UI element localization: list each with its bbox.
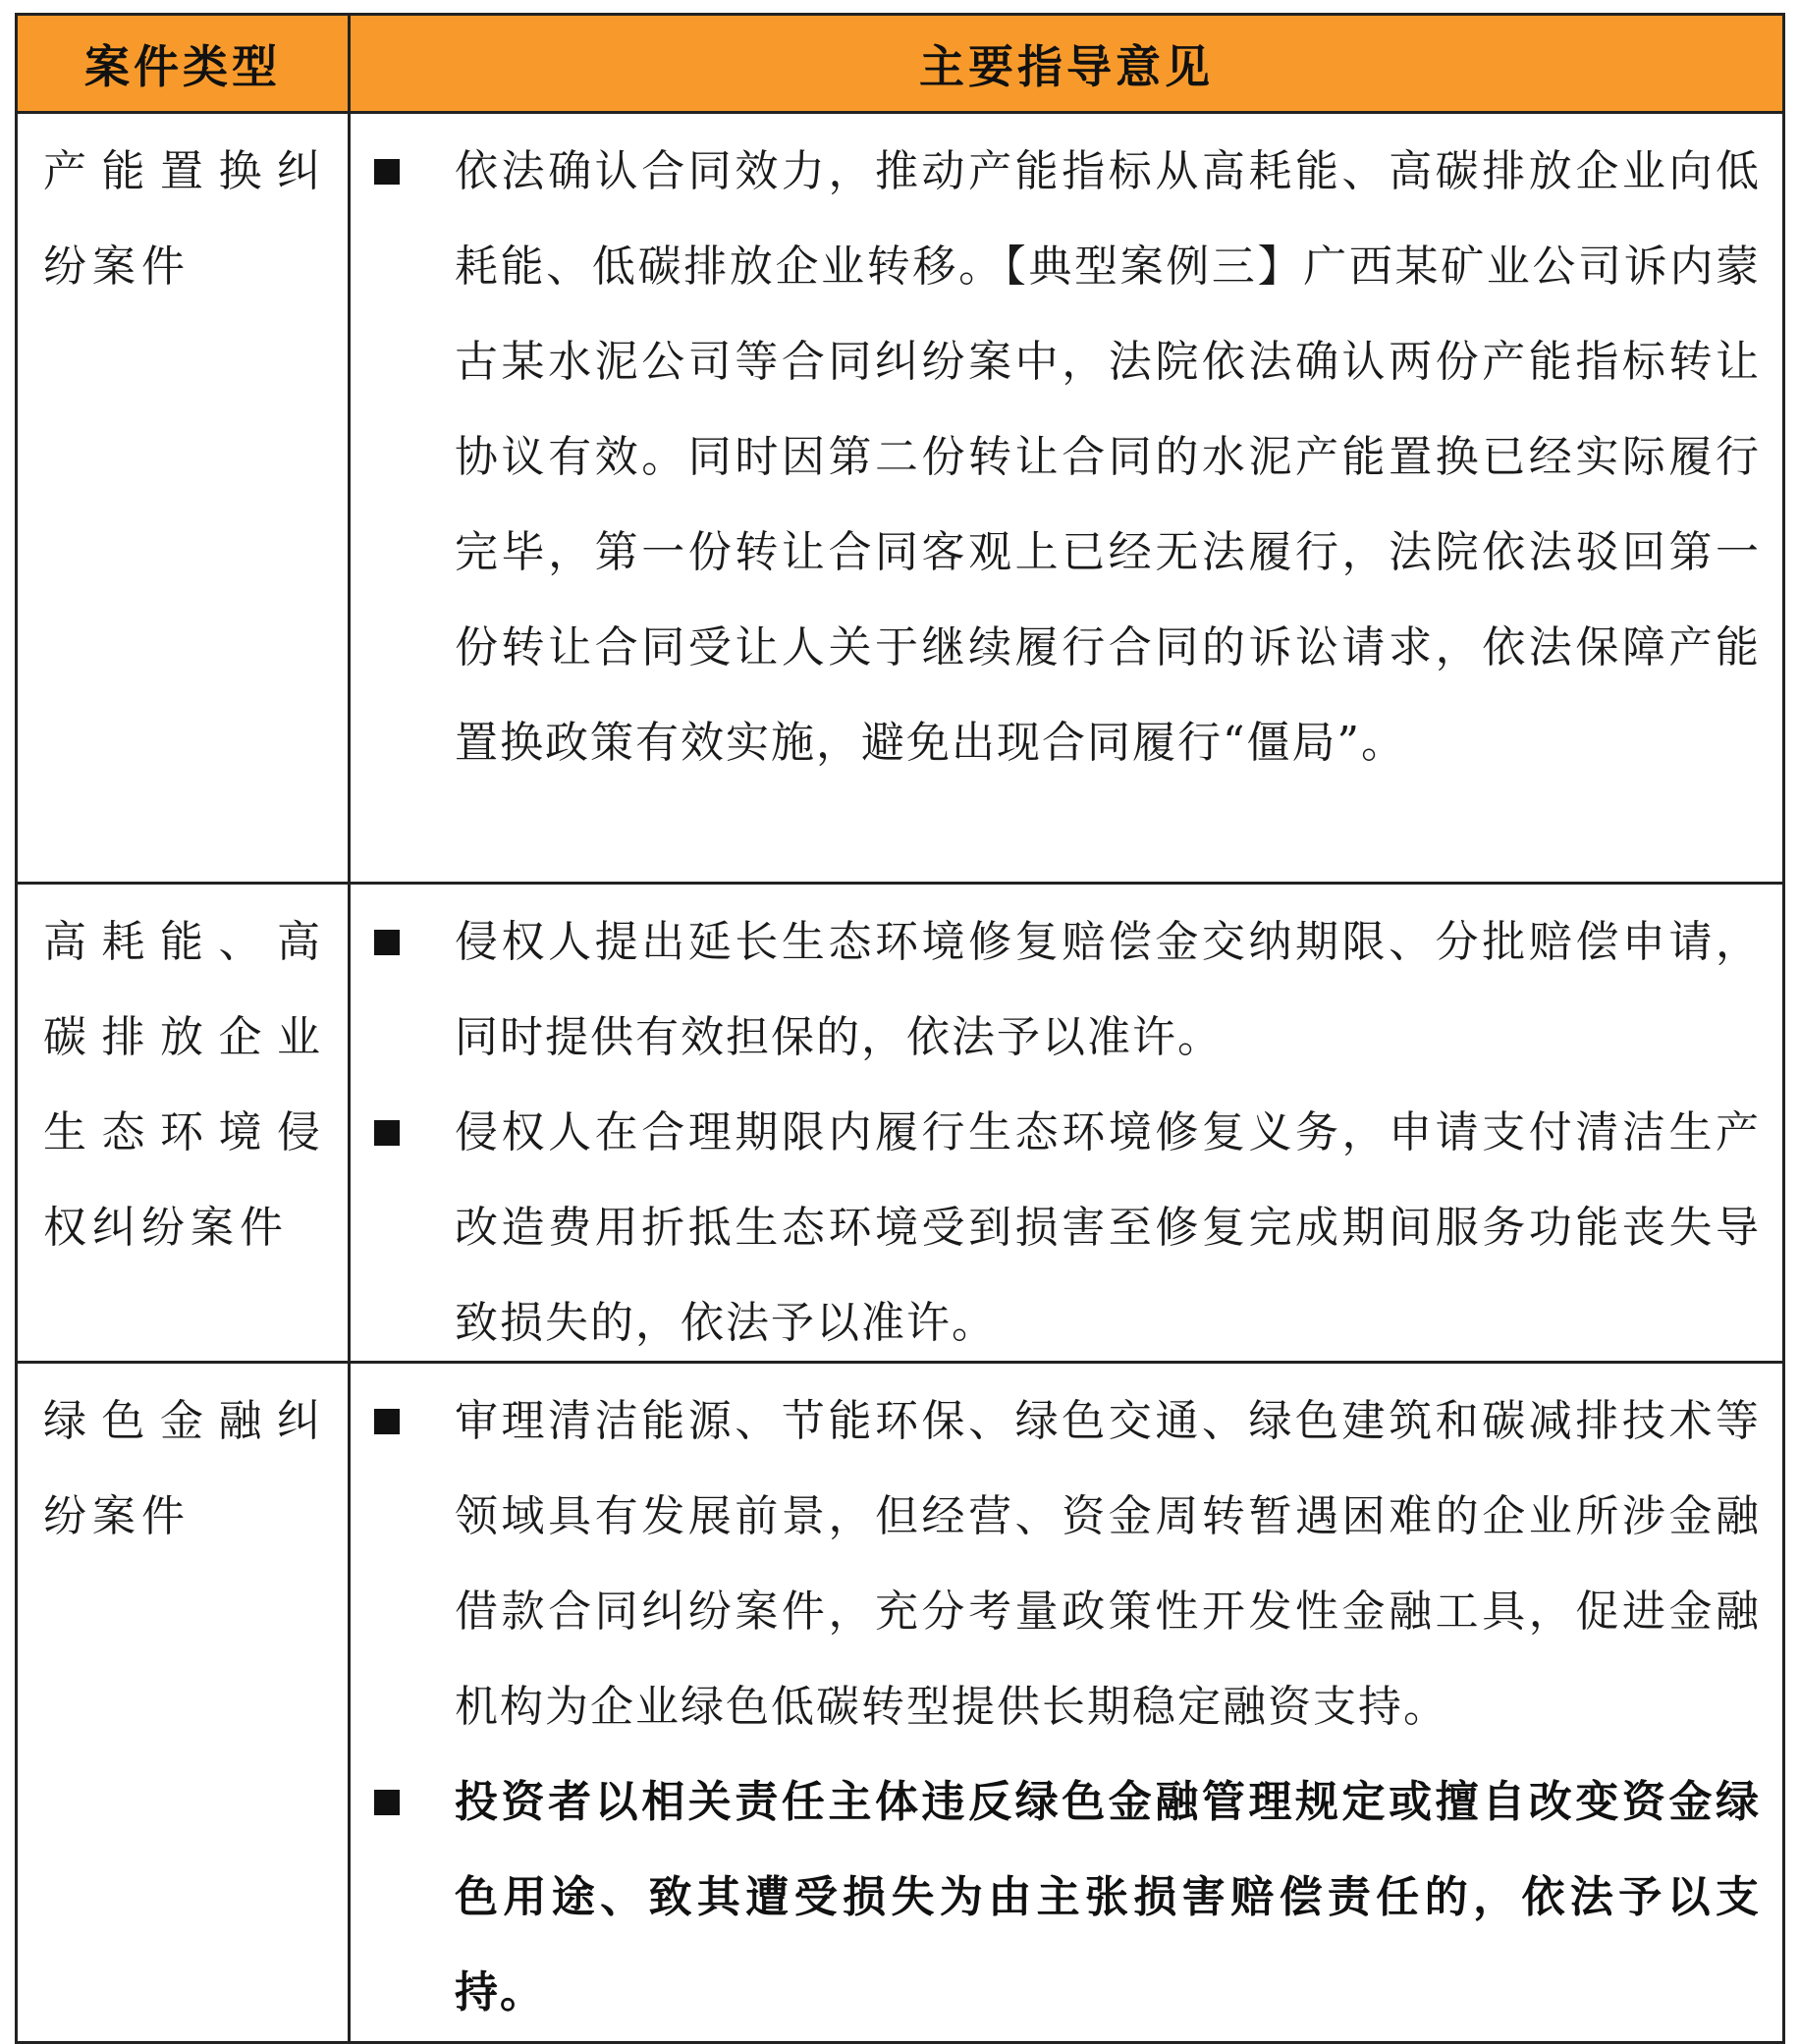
table-row [18,1364,1782,2041]
opinion-cell [351,1364,1782,2041]
opinion-item [368,1373,1761,1754]
table-row [18,885,1782,1364]
opinion-text: 依法确认合同效力，推动产能指标从高耗能、高碳排放企业向低耗能、低碳排放企业转移。【典型案例三】广西某矿业公司诉内蒙古某水泥公司等合同纠纷案中，法院依法确认两份产能指标转让协议有效。同时因第二份转让合同的水泥产能置换已经实际履行完毕，第一份转让合同客观上已经无法履行，法院依法驳回第一份转让合同受让人关于继续履行合同的诉讼请求，依法保障产能置换政策有效实施，避免出现合同履行“僵局”。 [455,146,1761,768]
square-bullet-icon [368,894,455,990]
opinion-text: 侵权人在合理期限内履行生态环境修复义务，申请支付清洁生产改造费用折抵生态环境受到损害至修复完成期间服务功能丧失导致损失的，依法予以准许。 [455,1107,1761,1348]
case-type-cell: 产能置换纠纷案件 [18,114,351,882]
opinion-cell [351,885,1782,1361]
square-bullet-icon [368,1373,455,1469]
square-bullet-icon [368,1754,455,1850]
opinion-item [368,1085,1761,1371]
opinion-item [368,124,1761,790]
header-case-type: 案件类型 [18,16,351,111]
table-header [18,16,1782,114]
opinion-text-bold: 投资者以相关责任主体违反绿色金融管理规定或擅自改变资金绿色用途、致其遭受损失为由主张损害赔偿责任的，依法予以支持。 [455,1777,1761,2017]
opinion-item [368,894,1761,1085]
opinion-text: 侵权人提出延长生态环境修复赔偿金交纳期限、分批赔偿申请，同时提供有效担保的，依法予以准许。 [455,917,1761,1062]
header-main-opinion: 主要指导意见 [919,39,1214,93]
case-type-cell: 绿色金融纠纷案件 [18,1364,351,2041]
case-type-cell: 高耗能、高碳排放企业生态环境侵权纠纷案件 [18,885,351,1361]
square-bullet-icon [368,1085,455,1180]
opinion-cell [351,114,1782,882]
table-row [18,114,1782,885]
guidance-table [15,13,1785,2044]
opinion-item [368,1754,1761,2040]
opinion-text: 审理清洁能源、节能环保、绿色交通、绿色建筑和碳减排技术等领域具有发展前景，但经营、资金周转暂遇困难的企业所涉金融借款合同纠纷案件，充分考量政策性开发性金融工具，促进金融机构为企业绿色低碳转型提供长期稳定融资支持。 [455,1396,1761,1732]
square-bullet-icon [368,124,455,219]
